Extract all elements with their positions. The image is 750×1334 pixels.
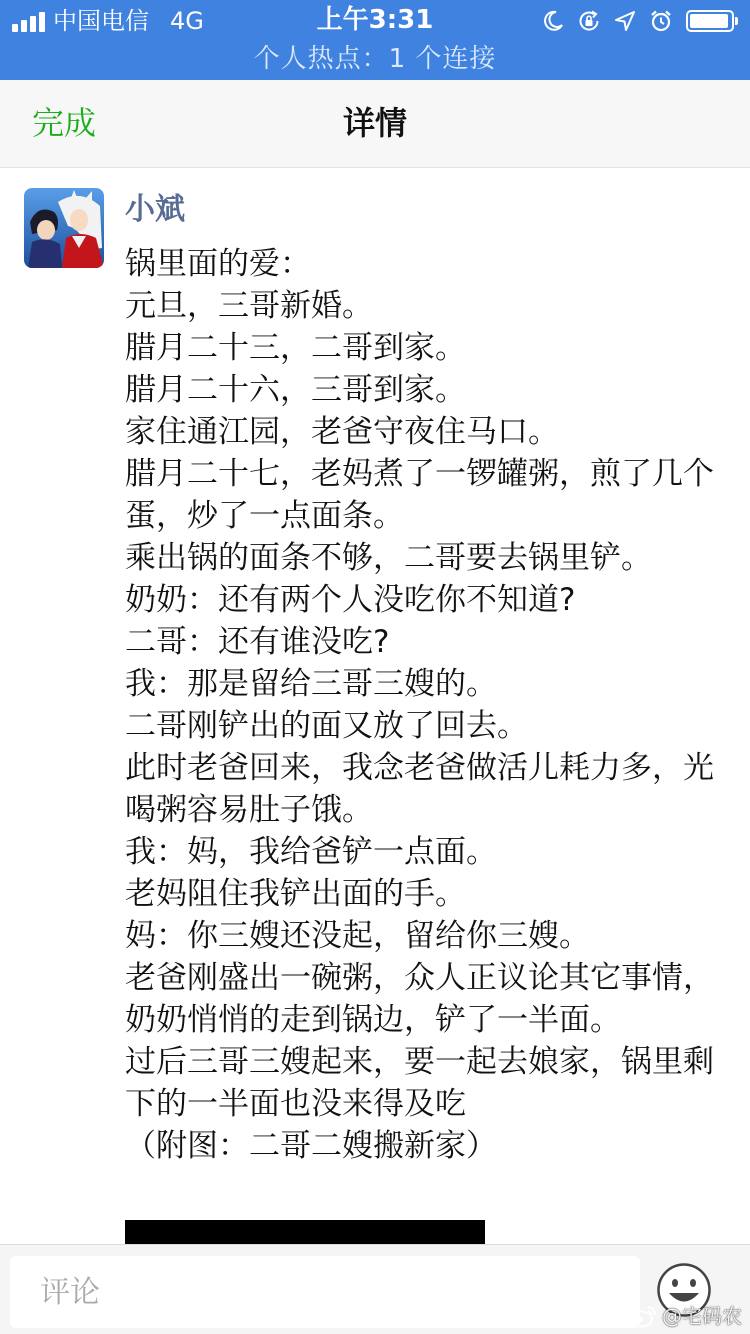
status-bar [0,0,750,80]
nav-bar [0,80,750,168]
status-time: 上午3:31 [316,5,434,35]
watermark [628,1304,742,1328]
page-title: 详情 [342,104,407,142]
alarm-clock-icon [649,9,673,33]
post-image[interactable] [125,1220,485,1246]
status-icons [542,7,738,35]
location-arrow-icon [614,10,636,32]
post-content: 锅里面的爱： 元旦，三哥新婚。 腊月二十三，二哥到家。 腊月二十六，三哥到家。 家住通江园，老爸守夜住马口。 腊月二十七，老妈煮了一锣罐粥，煎了几个蛋，炒了一点面条。 乘出锅的面条不够，二哥要去锅里铲。 奶奶：还有两个人没吃你不知道? 二哥：还有谁没吃? 我：那是留给三哥三嫂的。 二哥刚铲出的面又放了回去。 此时老爸回来，我念老爸做活儿耗力多，光喝粥容易肚子饿。 我：妈，我给爸铲一点面。 老妈阻住我铲出面的手。 妈：你三嫂还没起，留给你三嫂。 老爸刚盛出一碗粥，众人正议论其它事情，奶奶悄悄的走到锅边，铲了一半面。 过后三哥三嫂起来，要一起去娘家，锅里剩下的一半面也没来得及吃 （附图：二哥二嫂搬新家） [125,246,714,1164]
hotspot-banner[interactable]: 个人热点：1 个连接 [253,44,497,74]
done-button[interactable]: 完成 [32,104,97,142]
post-author[interactable]: 小斌 [125,192,185,227]
watermark-text: @宅码农 [662,1304,742,1328]
weibo-icon [628,1304,658,1328]
battery-icon [686,10,734,32]
carrier-name: 中国电信 [53,7,149,35]
moon-icon [542,10,564,32]
network-type: 4G [170,7,204,35]
comment-input[interactable] [10,1256,640,1328]
avatar[interactable] [24,188,104,268]
rotation-lock-icon [577,9,601,33]
